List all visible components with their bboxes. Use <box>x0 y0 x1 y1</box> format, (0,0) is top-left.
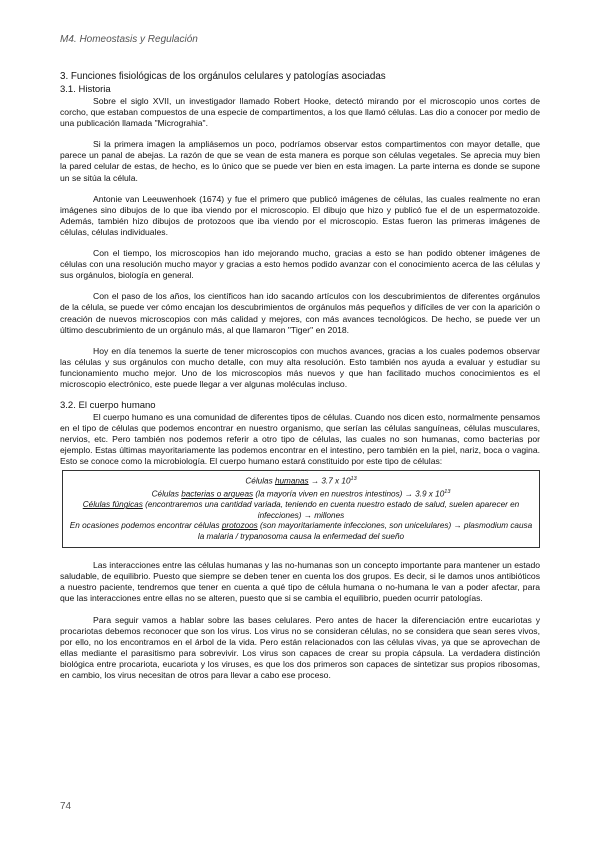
page-number: 74 <box>60 801 72 812</box>
paragraph: Para seguir vamos a hablar sobre las bases celulares. Pero antes de hacer la diferenciación entre eucariotas y procariotas debemos reconocer que son los virus. Los virus no se consideran células, no se considera que sean seres vivos, por ello, no los encontramos en el árbol de la vida. Pero están relacionados con las células vivas, ya que se aprovechan de ellas mediante el parasitismo para sobrevivir. Los virus son capaces de crear su propia cápsula. La verdadera distinción biológica entre procariota, eucariota y los viruses, es que los dos primeros son capaces de sintetizar sus propios ribosomas, en cambio, los virus necesitan de otros para llevar a cabo ese proceso. <box>60 614 540 681</box>
box-line-bacteria: Células bacterias o arqueas (la mayoría viven en nuestros intestinos) → 3.9 x $10^{13}$ <box>151 488 451 499</box>
paragraph: Las interacciones entre las células humanas y las no-humanas son un concepto importante para mantener un estado saludable, de equilibrio. Puesto que siempre se deben tener en cuenta los dos grupos. Es decir, si le damos unos antibióticos a nuestro paciente, tendremos que tener en cuenta a qué tipo de célula humana o no-humana le van a poder afectar, para que las interacciones entre ellas no se alteren, puesto que si se cambia el equilibrio, pueden ocurrir patologías. <box>60 559 540 603</box>
box-line-fungal: Células fúngicas (encontraremos una cantidad variada, teniendo en cuenta nuestro estado de salud, suelen aparecer en infecciones) → millones <box>82 500 520 520</box>
running-header: M4. Homeostasis y Regulación <box>60 34 198 45</box>
cell-types-box <box>62 470 540 548</box>
subsection-cuerpo-humano: 3.2. El cuerpo humano <box>60 400 156 412</box>
paragraph: Antonie van Leeuwenhoek (1674) y fue el primero que publicó imágenes de células, las cuales realmente no eran imágenes sino dibujos de lo que iba viendo por el microscopio. El dibujo que hizo y publicó fue el de un espermatozoide. Además, también hizo dibujos de protozoos que iba viendo por el microscopio. Estas fueron las primeras imágenes de células, células individuales. <box>60 193 540 237</box>
paragraph: El cuerpo humano es una comunidad de diferentes tipos de células. Cuando nos dicen esto, normalmente pensamos en el tipo de células que podemos encontrar en nuestro organismo, que serían las células sanguíneas, células musculares, nervios, etc. Pero también nos podemos referir a otro tipo de células, las cuales no son humanas, como bacterias por ejemplo. Estas últimas mayoritariamente las podemos encontrar en el intestino, pero también en la piel, nariz, boca o vagina. Esto se conoce como la microbiología. El cuerpo humano estará constituido por este tipo de células: <box>60 412 540 467</box>
paragraph: Si la primera imagen la ampliásemos un poco, podríamos observar estos compartimentos con mayor detalle, que parece un panal de abejas. La razón de que se vean de esta manera es porque son células vegetales. Se aprecia muy bien la pared celular de estas, de hecho, es lo único que se puede ver bien en esta imagen. La parte interna es donde se supone un se sitúa la célula. <box>60 139 540 183</box>
paragraph: Con el paso de los años, los científicos han ido sacando artículos con los descubrimientos de diferentes orgánulos de la célula, se puede ver cómo encajan los descubrimientos de orgánulos más pequeños y difíciles de ver con la aparición o creación de nuevos microscopios con más calidad y mejores, con más avances tecnológicos. De hecho, se puede ver un último descubrimiento de un orgánulo más, al que llamaron "Tiger" en 2018. <box>60 291 540 335</box>
paragraph: Hoy en día tenemos la suerte de tener microscopios con muchos avances, gracias a los cuales podemos observar las células y sus orgánulos con mucho detalle, con muy alta resolución. Esto también nos ayuda a evaluar y estudiar su funcionamiento mucho mejor. Uno de los microscopios más nuevos y que han facilitado muchos conocimientos es el microscopio electrónico, este puede llegar a ver algunas moléculas incluso. <box>60 345 540 389</box>
subsection-historia: 3.1. Historia <box>60 84 111 95</box>
section-title: 3. Funciones fisiológicas de los orgánulos celulares y patologías asociadas <box>60 71 386 82</box>
paragraph: Con el tiempo, los microscopios han ido mejorando mucho, gracias a esto se han podido obtener imágenes de células con una resolución mucho mayor y gracias a esto hemos podido avanzar con el conocimiento acerca de las células y sus orgánulos, biología en general. <box>60 248 540 281</box>
box-line-human: Células humanas → 3.7 x $10^{13}$ <box>245 475 357 486</box>
page-body <box>60 71 540 693</box>
box-line-protozoa: En ocasiones podemos encontrar células protozoos (son mayoritariamente infecciones, son unicelulares) → plasmodium causa la malaria / trypanosoma causa la enfermedad del sueño <box>69 521 533 541</box>
paragraph: Sobre el siglo XVII, un investigador llamado Robert Hooke, detectó mirando por el microscopio unos cortes de corcho, que estaban compuestos de una especie de compartimentos, a los que llamó células. Las dio a conocer por medio de una publicación llamada "Micrograhia". <box>60 96 540 129</box>
